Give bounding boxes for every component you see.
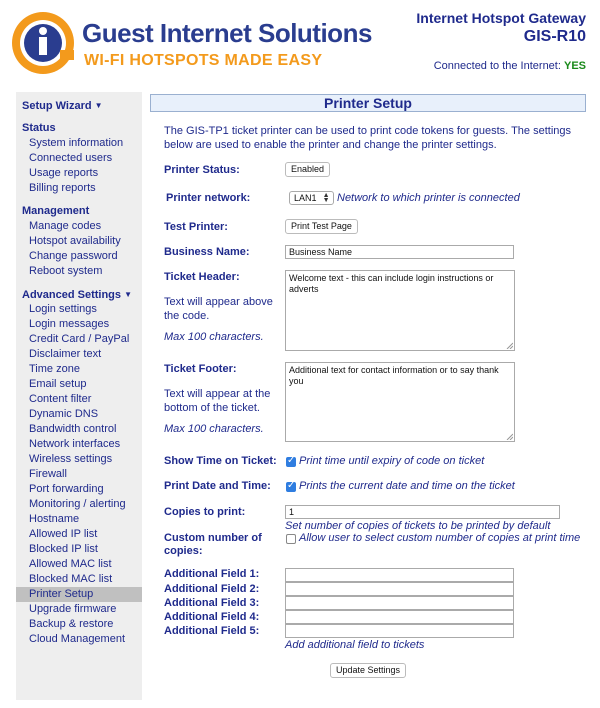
print-date-label: Print Date and Time: — [164, 480, 271, 492]
additional-field-5-input[interactable] — [285, 624, 514, 638]
ticket-footer-textarea[interactable] — [285, 362, 515, 442]
sidebar-item-credit-card-paypal[interactable]: Credit Card / PayPal — [29, 333, 130, 345]
resize-grip-icon[interactable] — [506, 342, 513, 349]
printer-enabled-button[interactable]: Enabled — [285, 162, 330, 177]
header — [0, 0, 600, 88]
sidebar-item-allowed-ip-list[interactable]: Allowed IP list — [29, 528, 98, 540]
custom-copies-checkbox[interactable] — [286, 534, 296, 544]
additional-field-2-label: Additional Field 2: — [164, 583, 260, 595]
sidebar-item-login-settings[interactable]: Login settings — [29, 303, 97, 315]
page-title: Printer Setup — [150, 94, 586, 112]
sidebar-item-upgrade-firmware[interactable]: Upgrade firmware — [29, 603, 117, 615]
sidebar-item-content-filter[interactable]: Content filter — [29, 393, 92, 405]
printer-network-label: Printer network: — [166, 192, 251, 204]
printer-status-label: Printer Status: — [164, 164, 240, 176]
sidebar-heading-management: Management — [22, 205, 90, 217]
sidebar-item-backup-restore[interactable]: Backup & restore — [29, 618, 114, 630]
brand-logo-icon — [10, 10, 76, 76]
additional-field-3-input[interactable] — [285, 596, 514, 610]
advanced-settings-label: Advanced Settings — [22, 289, 122, 301]
sidebar-item-usage-reports[interactable]: Usage reports — [29, 167, 99, 179]
show-time-note: Print time until expiry of code on ticket — [299, 455, 485, 467]
custom-copies-note: Allow user to select custom number of copies at print time — [299, 532, 581, 544]
update-settings-button[interactable]: Update Settings — [330, 663, 406, 678]
sidebar-item-reboot-system[interactable]: Reboot system — [29, 265, 103, 277]
additional-field-4-label: Additional Field 4: — [164, 611, 260, 623]
sidebar-item-firewall[interactable]: Firewall — [29, 468, 67, 480]
product-model: GIS-R10 — [523, 28, 586, 45]
additional-field-5-label: Additional Field 5: — [164, 625, 260, 637]
show-time-label: Show Time on Ticket: — [164, 455, 277, 467]
ticket-header-help: Text will appear above the code. — [164, 296, 273, 322]
print-test-page-button[interactable]: Print Test Page — [285, 219, 358, 234]
business-name-label: Business Name: — [164, 246, 250, 258]
printer-network-note: Network to which printer is connected — [337, 192, 520, 204]
sidebar-item-monitoring-alerting[interactable]: Monitoring / alerting — [29, 498, 126, 510]
ticket-footer-help: Text will appear at the bottom of the ticket. — [164, 388, 271, 414]
intro-text: The GIS-TP1 ticket printer can be used to print code tokens for guests. The settings below are used to enable the printer and change the printer settings. — [164, 125, 572, 151]
sidebar-item-system-information[interactable]: System information — [29, 137, 124, 149]
sidebar-item-time-zone[interactable]: Time zone — [29, 363, 80, 375]
test-printer-label: Test Printer: — [164, 221, 228, 233]
sidebar — [16, 92, 142, 700]
business-name-input[interactable]: Business Name — [285, 245, 514, 259]
connection-value: YES — [563, 60, 586, 72]
additional-fields-note: Add additional field to tickets — [285, 639, 425, 651]
sidebar-item-hostname[interactable]: Hostname — [29, 513, 80, 525]
ticket-footer-label: Ticket Footer: — [164, 363, 237, 375]
product-title: Internet Hotspot Gateway — [416, 10, 586, 26]
main-content — [150, 94, 586, 704]
show-time-checkbox[interactable] — [286, 457, 296, 467]
additional-field-2-input[interactable] — [285, 582, 514, 596]
additional-field-1-label: Additional Field 1: — [164, 568, 260, 580]
sidebar-item-bandwidth-control[interactable]: Bandwidth control — [29, 423, 117, 435]
resize-grip-icon[interactable] — [506, 433, 513, 440]
sidebar-item-email-setup[interactable]: Email setup — [29, 378, 87, 390]
connection-label: Connected to the Internet: — [433, 60, 561, 72]
ticket-footer-value: Additional text for contact information or to say thank you — [289, 365, 499, 386]
sidebar-item-wireless-settings[interactable]: Wireless settings — [29, 453, 113, 465]
sidebar-item-port-forwarding[interactable]: Port forwarding — [29, 483, 104, 495]
sidebar-item-cloud-management[interactable]: Cloud Management — [29, 633, 126, 645]
custom-copies-label: Custom number of copies: — [164, 532, 262, 557]
sidebar-item-printer-setup[interactable]: Printer Setup — [16, 587, 142, 602]
printer-network-select[interactable] — [289, 191, 334, 205]
sidebar-item-dynamic-dns[interactable]: Dynamic DNS — [29, 408, 99, 420]
additional-field-1-input[interactable] — [285, 568, 514, 582]
additional-field-4-input[interactable] — [285, 610, 514, 624]
sidebar-item-network-interfaces[interactable]: Network interfaces — [29, 438, 121, 450]
ticket-footer-max: Max 100 characters. — [164, 423, 264, 435]
setup-wizard-label: Setup Wizard — [22, 100, 92, 112]
brand-tagline: WI-FI HOTSPOTS MADE EASY — [84, 52, 323, 69]
ticket-header-label: Ticket Header: — [164, 271, 240, 283]
print-date-note: Prints the current date and time on the ticket — [299, 480, 515, 492]
double-chevron-down-icon: ▼ — [124, 290, 133, 299]
brand-name: Guest Internet Solutions — [82, 18, 372, 48]
sidebar-item-login-messages[interactable]: Login messages — [29, 318, 110, 330]
print-date-checkbox[interactable] — [286, 482, 296, 492]
sidebar-item-hotspot-availability[interactable]: Hotspot availability — [29, 235, 121, 247]
copies-label: Copies to print: — [164, 506, 246, 518]
double-chevron-down-icon: ▼ — [94, 101, 103, 110]
sidebar-setup-wizard[interactable] — [16, 98, 142, 113]
sidebar-item-connected-users[interactable]: Connected users — [29, 152, 113, 164]
copies-note: Set number of copies of tickets to be printed by default — [285, 520, 551, 532]
sidebar-heading-status: Status — [22, 122, 56, 134]
ticket-header-textarea[interactable] — [285, 270, 515, 351]
sidebar-item-disclaimer-text[interactable]: Disclaimer text — [29, 348, 102, 360]
sidebar-item-manage-codes[interactable]: Manage codes — [29, 220, 102, 232]
sidebar-item-change-password[interactable]: Change password — [29, 250, 118, 262]
ticket-header-max: Max 100 characters. — [164, 331, 264, 343]
sidebar-item-blocked-ip-list[interactable]: Blocked IP list — [29, 543, 98, 555]
sidebar-item-allowed-mac-list[interactable]: Allowed MAC list — [29, 558, 112, 570]
printer-network-value: LAN1 — [294, 193, 317, 203]
select-arrows-icon: ▲ ▼ — [322, 192, 330, 204]
sidebar-item-blocked-mac-list[interactable]: Blocked MAC list — [29, 573, 113, 585]
ticket-header-value: Welcome text - this can include login instructions or adverts — [289, 273, 494, 294]
additional-field-3-label: Additional Field 3: — [164, 597, 260, 609]
sidebar-heading-advanced[interactable] — [16, 287, 142, 302]
sidebar-item-billing-reports[interactable]: Billing reports — [29, 182, 96, 194]
copies-input[interactable]: 1 — [285, 505, 560, 519]
connection-status — [434, 60, 586, 72]
